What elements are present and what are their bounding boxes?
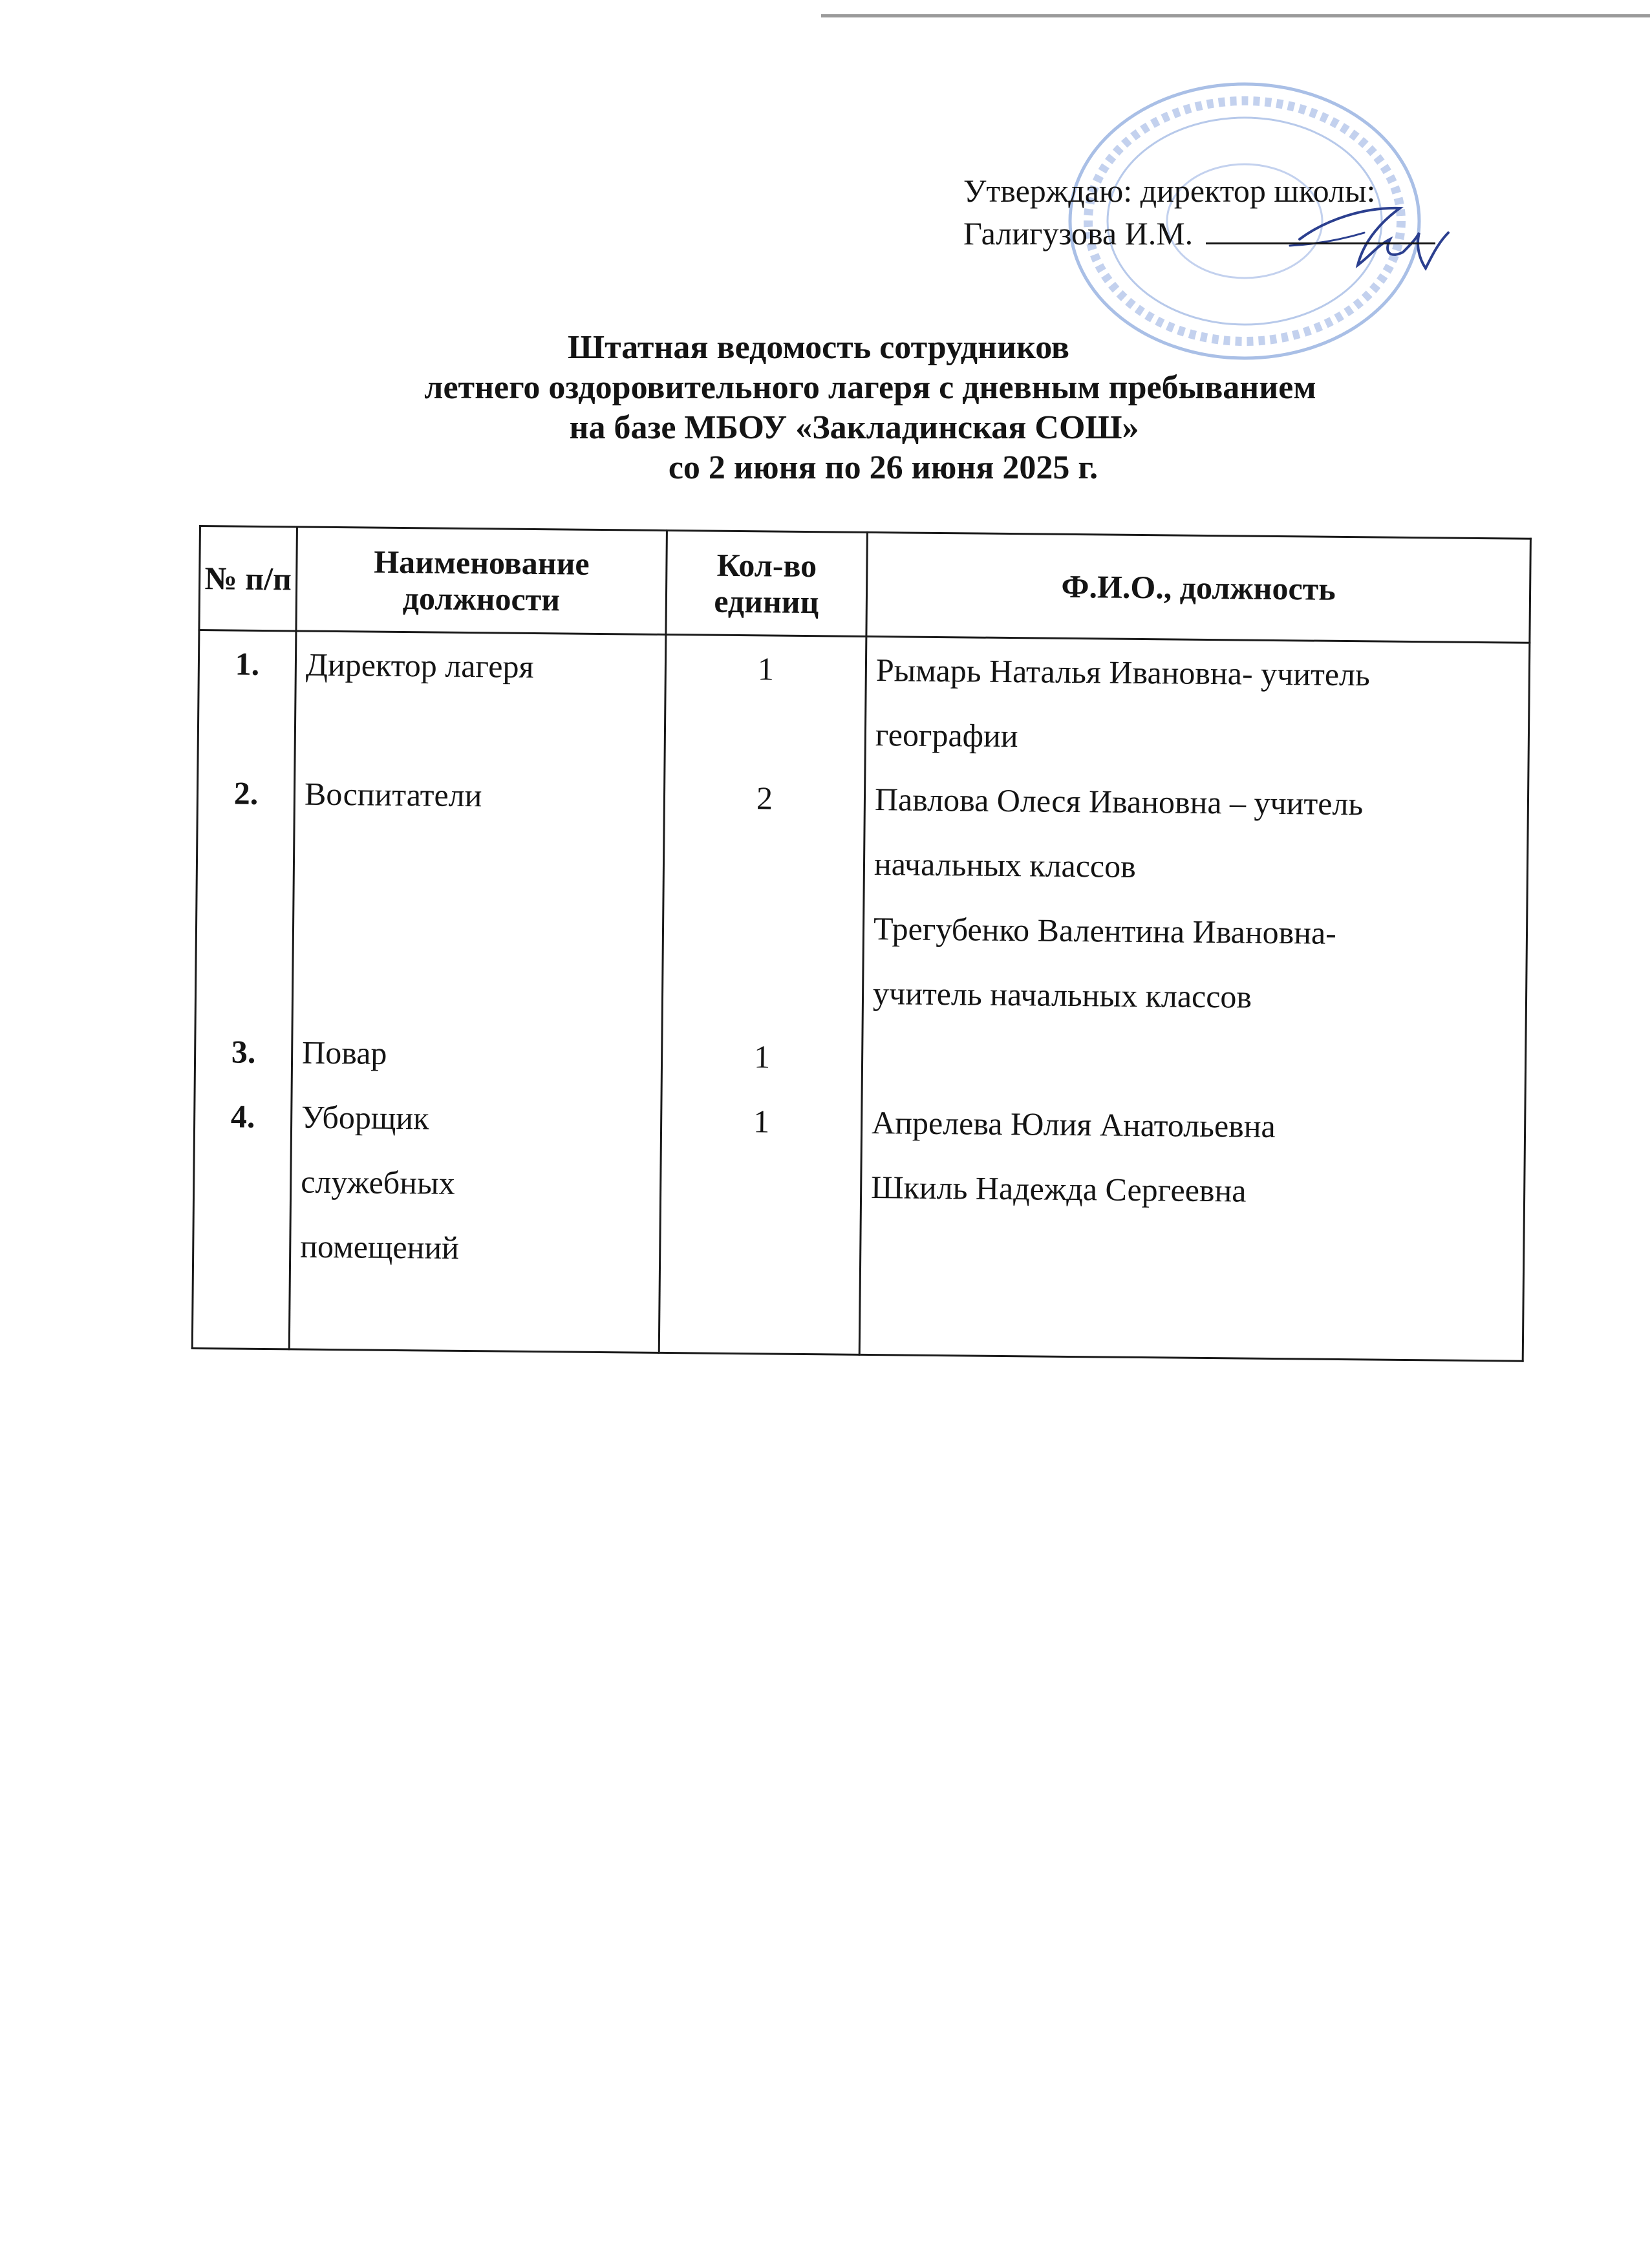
row-cell-position	[289, 631, 666, 1353]
row-cell-name	[859, 636, 1530, 1361]
row-number: 4.	[230, 1098, 255, 1135]
employee-line: Шкиль Надежда Сергеевна	[870, 1169, 1247, 1209]
document-title	[0, 328, 1650, 488]
approval-line-position: Утверждаю: директор школы:	[963, 173, 1376, 209]
employee-line: Павлова Олеся Ивановна – учитель	[874, 781, 1364, 822]
staff-table	[191, 525, 1532, 1362]
quantity-value: 1	[757, 650, 775, 687]
signature-line	[1206, 240, 1435, 244]
position-title: Повар	[301, 1034, 387, 1071]
employee-line: Рымарь Наталья Ивановна- учитель	[875, 652, 1371, 693]
position-title: помещений	[300, 1228, 460, 1266]
table-row	[192, 630, 1530, 1362]
row-number: 2.	[233, 775, 259, 811]
quantity-value: 1	[753, 1103, 770, 1140]
employee-line: начальных классов	[873, 846, 1137, 884]
employee-line: учитель начальных классов	[872, 975, 1252, 1015]
title-line-4: со 2 июня по 26 июня 2025 г.	[668, 449, 1098, 486]
title-line-2: летнего оздоровительного лагеря с дневным пребыванием	[424, 369, 1316, 406]
header-number: № п/п	[199, 526, 297, 631]
row-cell-number	[192, 630, 296, 1349]
quantity-value: 2	[756, 780, 773, 817]
header-quantity: Кол-во единиц	[666, 530, 868, 636]
title-line-1: Штатная ведомость сотрудников	[567, 329, 1070, 366]
header-name: Ф.И.О., должность	[866, 532, 1530, 643]
title-line-3: на базе МБОУ «Закладинская СОШ»	[569, 409, 1139, 446]
row-number: 3.	[231, 1033, 256, 1070]
scan-edge-line	[821, 14, 1650, 17]
quantity-value: 1	[753, 1038, 771, 1075]
row-number: 1.	[235, 645, 260, 682]
header-position: Наименование должности	[296, 527, 667, 634]
approval-block	[963, 169, 1435, 255]
row-cell-quantity	[659, 634, 866, 1354]
approval-line-name	[963, 212, 1435, 255]
position-title: служебных	[300, 1163, 455, 1201]
position-title: Воспитатели	[304, 775, 482, 814]
employee-line: Апрелева Юлия Анатольевна	[871, 1104, 1276, 1145]
table-header-row	[199, 526, 1530, 643]
director-name: Галигузова И.М.	[963, 215, 1194, 251]
position-title: Уборщик	[301, 1098, 429, 1137]
employee-line: географии	[875, 716, 1018, 754]
position-title: Директор лагеря	[305, 646, 534, 685]
employee-line: Трегубенко Валентина Ивановна-	[873, 910, 1337, 951]
